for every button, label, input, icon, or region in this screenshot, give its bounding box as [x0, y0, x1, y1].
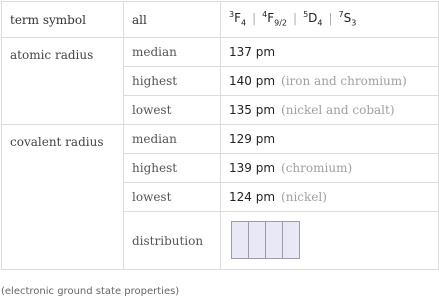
covalent-radius-label: covalent radius: [2, 125, 124, 270]
distribution-cell: [221, 212, 439, 270]
term-symbols: [221, 2, 439, 38]
table-row: [2, 38, 439, 67]
term-symbol-label: term symbol: [2, 2, 124, 38]
term-symbol: $^5D_4$: [303, 10, 323, 28]
term-symbol: $^7S_3$: [338, 10, 357, 28]
stat-value: 140 pm: [229, 74, 276, 88]
separator: |: [252, 11, 257, 26]
distribution-bin: [249, 222, 266, 258]
stat-label: highest: [124, 154, 221, 183]
distribution-bin: [283, 222, 299, 258]
stat-value-cell: [221, 183, 439, 212]
stat-note: (nickel): [281, 190, 327, 204]
distribution-chart[interactable]: [231, 221, 300, 259]
term-symbol: $^4F_{9/2}$: [262, 10, 288, 28]
stat-note: (iron and chromium): [281, 74, 407, 88]
stat-note: (nickel and cobalt): [281, 103, 395, 117]
distribution-bin: [266, 222, 283, 258]
stat-label: median: [124, 125, 221, 154]
stat-value: 129 pm: [229, 132, 276, 146]
stat-label: median: [124, 38, 221, 67]
stat-value-cell: [221, 125, 439, 154]
separator: |: [293, 11, 298, 26]
stat-label: lowest: [124, 96, 221, 125]
stat-value-cell: [221, 38, 439, 67]
stat-value: 124 pm: [229, 190, 276, 204]
scope-label: all: [124, 2, 221, 38]
stat-value-cell: [221, 154, 439, 183]
table-row: [2, 125, 439, 154]
term-symbol: $^3F_4$: [229, 10, 247, 28]
stat-value-cell: [221, 67, 439, 96]
atomic-radius-label: atomic radius: [2, 38, 124, 125]
header-row: [2, 2, 439, 38]
stat-label: lowest: [124, 183, 221, 212]
properties-table: [1, 1, 439, 270]
separator: |: [328, 11, 333, 26]
stat-value: 135 pm: [229, 103, 276, 117]
distribution-label: distribution: [124, 212, 221, 270]
stat-value-cell: [221, 96, 439, 125]
footer-note: (electronic ground state properties): [1, 286, 180, 297]
stat-label: highest: [124, 67, 221, 96]
distribution-bin: [232, 222, 249, 258]
stat-value: 139 pm: [229, 161, 276, 175]
stat-note: (chromium): [281, 161, 353, 175]
stat-value: 137 pm: [229, 45, 276, 59]
